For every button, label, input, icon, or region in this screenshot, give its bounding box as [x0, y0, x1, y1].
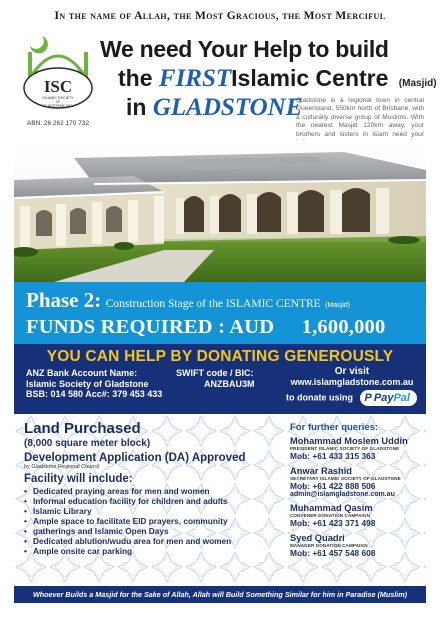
phase-label: Phase 2: — [26, 288, 102, 312]
headline-masjid: (Masjid) — [398, 78, 437, 89]
bank-account-name: Islamic Society of Gladstone — [26, 378, 149, 389]
contact-details — [290, 422, 422, 563]
logo-initials: ISC — [43, 77, 73, 96]
phase-masjid: (Masjid) — [325, 302, 351, 309]
facility-item: • Islamic Library — [24, 506, 282, 516]
headline-in: in — [126, 94, 147, 120]
donate-using-text: to donate using — [286, 392, 353, 403]
paypal-row — [286, 390, 417, 406]
headline-line1: We need Your Help to build — [100, 36, 389, 62]
headline-line2 — [118, 65, 438, 93]
swift-code: ANZBAU3M — [204, 378, 255, 389]
funds-required — [26, 316, 385, 339]
donation-poster — [14, 10, 437, 603]
contact-role: SECRETARY ISLAMIC SOCIETY OF GLADSTONE — [290, 476, 401, 481]
contact-email[interactable]: admin@islamgladstone.com.au — [290, 491, 395, 498]
website-details — [282, 366, 422, 388]
swift-label: SWIFT code / BIC: — [176, 368, 254, 378]
funds-amount: 1,600,000 — [301, 316, 386, 338]
contact-role: PRESIDENT ISLAMIC SOCIETY OF GLADSTONE — [290, 446, 400, 451]
bismillah-text: In the name of Allah, the Most Gracious, the Most Merciful — [54, 10, 386, 22]
funds-label: FUNDS REQUIRED : AUD — [26, 316, 275, 338]
facility-item: • Dedicated praying areas for men and women — [24, 486, 282, 496]
facility-item: • Informal education facility for children and adults — [24, 496, 282, 506]
details-section — [14, 414, 426, 586]
facility-item: • Dedicated ablution/wudu area for men and women — [24, 536, 282, 546]
isc-logo — [20, 32, 96, 132]
paypal-word-pal: Pal — [393, 392, 410, 404]
contacts-title: For further queries: — [290, 422, 379, 433]
facility-item: • Ample space to facilitate EID prayers, community — [24, 516, 282, 526]
headline-the: the — [118, 65, 153, 91]
hadith-footer: Whoever Builds a Masjid for the Sake of Allah, Allah will Build Something Similar for him in Paradise (Muslim) — [14, 586, 426, 603]
land-title: Land Purchased — [24, 420, 141, 437]
contact-name: Muhammad Qasim — [290, 503, 373, 513]
headline-centre: Islamic Centre — [231, 65, 389, 91]
contact-mobile[interactable]: Mob: +61 457 548 608 — [290, 548, 376, 558]
paypal-button[interactable] — [360, 390, 417, 406]
phase-banner — [14, 282, 426, 344]
contact-card — [290, 533, 422, 558]
contact-mobile[interactable]: Mob: +61 433 315 363 — [290, 451, 376, 461]
contact-card — [290, 436, 422, 461]
donate-banner — [14, 344, 426, 414]
bank-bsb-account: BSB: 014 580 Acc#: 379 453 433 — [26, 389, 163, 399]
paypal-icon: P — [364, 392, 372, 404]
logo-line3: GLADSTONE INC. — [42, 104, 74, 108]
headline-first: FIRST — [158, 65, 232, 92]
da-council: by Gladstone Regional Council — [24, 464, 100, 470]
phase-line — [26, 288, 350, 313]
donate-title: YOU CAN HELP BY DONATING GENEROUSLY — [46, 348, 394, 365]
paypal-word-pay: Pay — [373, 392, 394, 404]
logo-line2: OF — [55, 100, 61, 104]
contact-name: Syed Quadri — [290, 533, 345, 543]
logo-abn: ABN: 26 262 170 732 — [26, 120, 90, 127]
contact-card — [290, 503, 422, 528]
facility-title: Facility will include: — [24, 473, 133, 485]
land-details — [24, 420, 282, 556]
contact-mobile[interactable]: Mob: +61 422 888 506 — [290, 481, 376, 491]
swift-details — [176, 368, 255, 389]
contact-mobile[interactable]: Mob: +61 423 371 498 — [290, 518, 376, 528]
headline-city: GLADSTONE — [152, 94, 303, 121]
contact-name: Anwar Rashid — [290, 466, 352, 476]
bank-details — [26, 368, 162, 400]
logo-line1: ISLAMIC SOCIETY — [42, 96, 74, 100]
mosque-building-illustration — [14, 140, 426, 282]
contact-role: MANAGER DONATION CAMPAIGN — [290, 543, 368, 548]
contact-role: CONVENER DONATION CAMPAIGN — [290, 513, 371, 518]
intro-paragraph: Gladstone is a regional town in central Queensland, 550km north of Brisbane, with a culturally diverse group of Muslims. With the nearest Masjid 120km away, your brothers and sisters in Islam need your — [296, 97, 424, 138]
da-title: Development Application (DA) Approved — [24, 452, 246, 464]
or-visit-text: Or visit — [334, 366, 370, 377]
facility-list — [24, 486, 282, 556]
land-size: (8,000 square meter block) — [24, 438, 151, 449]
facility-item: • Ample onsite car parking — [24, 546, 282, 556]
bank-name-label: ANZ Bank Account Name: — [26, 368, 138, 378]
phase-description: Construction Stage of the ISLAMIC CENTRE — [105, 298, 321, 310]
isc-logo-emblem — [20, 32, 96, 112]
facility-item-continued: • gatherings and Islamic Open Days — [24, 526, 282, 536]
contact-name: Mohammad Moslem Uddin — [290, 436, 408, 446]
contact-card — [290, 466, 422, 498]
website-link[interactable]: www.islamgladstone.com.au — [290, 377, 414, 387]
